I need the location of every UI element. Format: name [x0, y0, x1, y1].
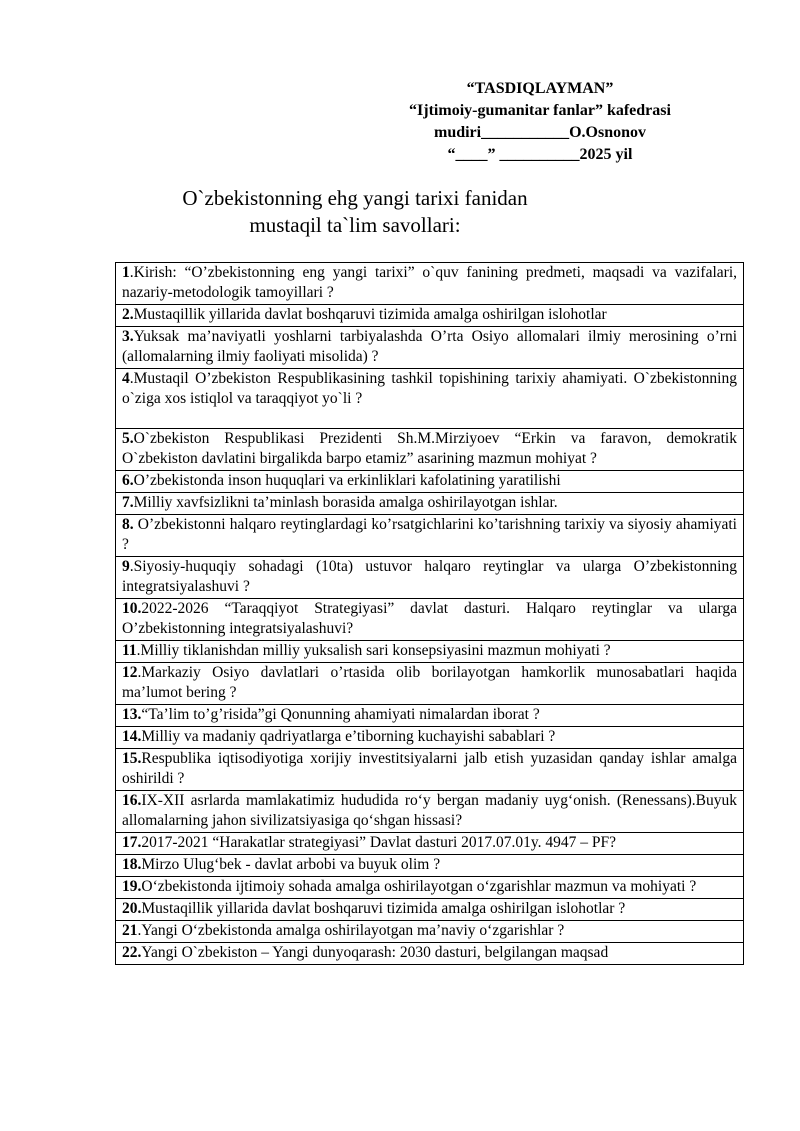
question-cell: [116, 327, 744, 369]
question-text: Respublika iqtisodiyotiga xorijiy investitsiyalarni jalb etish yuzasidan qanday ishlar amalga oshirildi ?: [122, 750, 737, 787]
question-number: 3.: [122, 328, 134, 345]
question-cell: [116, 429, 744, 471]
approval-date: “____” __________2025 yil: [447, 146, 633, 163]
question-cell: [116, 855, 744, 877]
question-row: [116, 899, 744, 921]
question-number: 2.: [122, 306, 134, 323]
question-cell: [116, 305, 744, 327]
question-number: 10.: [122, 600, 142, 617]
question-row: [116, 305, 744, 327]
question-number: 1: [122, 264, 130, 281]
question-row: [116, 877, 744, 899]
question-text: IX-XII asrlarda mamlakatimiz hududida ro‘y bergan madaniy uyg‘onish. (Renessans).Buyuk allomalarning jahon sivilizatsiyasiga qo‘shgan hissasi?: [122, 792, 737, 829]
question-row: [116, 263, 744, 305]
question-text: 2022-2026 “Taraqqiyot Strategiyasi” davlat dasturi. Halqaro reytinglar va ularga O’zbekistonning integratsiyalashuvi?: [122, 600, 737, 637]
question-row: [116, 663, 744, 705]
questions-table: [115, 262, 744, 965]
question-text: Milliy va madaniy qadriyatlarga e’tiborning kuchayishi sabablari ?: [141, 728, 556, 745]
question-cell: [116, 557, 744, 599]
question-row: [116, 749, 744, 791]
question-text: .Siyosiy-huquqiy sohadagi (10ta) ustuvor halqaro reytinglar va ularga O’zbekistonning integratsiyalashuvi ?: [122, 558, 737, 595]
question-text: .Mustaqil O’zbekiston Respublikasining tashkil topishining tarixiy ahamiyati. O`zbekistonning o`ziga xos istiqlol va taraqqiyot yo`li ?: [122, 370, 737, 407]
question-cell: [116, 369, 744, 429]
approval-heading: “TASDIQLAYMAN”: [466, 80, 614, 97]
question-row: [116, 429, 744, 471]
question-row: [116, 471, 744, 493]
approval-block: [380, 78, 700, 166]
question-cell: [116, 877, 744, 899]
question-cell: [116, 833, 744, 855]
question-cell: [116, 471, 744, 493]
question-text: Milliy xavfsizlikni ta’minlash borasida amalga oshirilayotgan ishlar.: [133, 494, 558, 511]
question-row: [116, 791, 744, 833]
question-number: 12: [122, 664, 138, 681]
question-cell: [116, 493, 744, 515]
question-cell: [116, 515, 744, 557]
question-text: O’zbekistonda inson huquqlari va erkinliklari kafolatining yaratilishi: [133, 472, 561, 489]
approval-head-signature: mudiri___________O.Osnonov: [433, 124, 647, 141]
question-row: [116, 855, 744, 877]
question-number: 8.: [122, 516, 134, 533]
question-row: [116, 515, 744, 557]
question-cell: [116, 263, 744, 305]
question-number: 18.: [122, 856, 142, 873]
question-number: 13.: [122, 706, 142, 723]
question-text: .Kirish: “O’zbekistonning eng yangi tarixi” o`quv fanining predmeti, maqsadi va vazifalari, nazariy-metodologik tamoyillari ?: [122, 264, 737, 301]
question-row: [116, 921, 744, 943]
question-row: [116, 599, 744, 641]
question-row: [116, 493, 744, 515]
question-text: .Milliy tiklanishdan milliy yuksalish sari konsepsiyasini mazmun mohiyati ?: [136, 642, 611, 659]
question-number: 5.: [122, 430, 134, 447]
question-cell: [116, 641, 744, 663]
question-text: Mustaqillik yillarida davlat boshqaruvi tizimida amalga oshirilgan islohotlar ?: [141, 900, 626, 917]
question-cell: [116, 705, 744, 727]
question-cell: [116, 899, 744, 921]
question-text: .Yangi O‘zbekistonda amalga oshirilayotgan ma’naviy o‘zgarishlar ?: [137, 922, 565, 939]
question-number: 7.: [122, 494, 134, 511]
question-cell: [116, 791, 744, 833]
question-number: 20.: [122, 900, 142, 917]
question-text: .Markaziy Osiyo davlatlari o’rtasida olib borilayotgan hamkorlik munosabatlari haqida ma’lumot bering ?: [122, 664, 737, 701]
question-text: 2017-2021 “Harakatlar strategiyasi” Davlat dasturi 2017.07.01y. 4947 – PF?: [141, 834, 617, 851]
question-cell: [116, 599, 744, 641]
document-title: [150, 185, 560, 239]
question-cell: [116, 943, 744, 965]
question-number: 19.: [122, 878, 142, 895]
question-cell: [116, 749, 744, 791]
question-number: 15.: [122, 750, 142, 767]
question-row: [116, 705, 744, 727]
question-row: [116, 641, 744, 663]
question-text: “Ta’lim to’g’risida”gi Qonunning ahamiyati nimalardan iborat ?: [141, 706, 540, 723]
question-number: 22.: [122, 944, 142, 961]
question-cell: [116, 921, 744, 943]
question-number: 11: [122, 642, 137, 659]
question-row: [116, 369, 744, 429]
document-title-line-1: O`zbekistonning ehg yangi tarixi fanidan: [182, 186, 528, 210]
question-row: [116, 557, 744, 599]
question-number: 21: [122, 922, 138, 939]
question-row: [116, 943, 744, 965]
question-row: [116, 327, 744, 369]
question-number: 14.: [122, 728, 142, 745]
question-text: O’zbekistonni halqaro reytinglardagi ko’rsatgichlarini ko’tarishning tarixiy va siyosiy ahamiyati ?: [122, 516, 737, 553]
question-text: Mustaqillik yillarida davlat boshqaruvi tizimida amalga oshirilgan islohotlar: [133, 306, 607, 323]
question-number: 9: [122, 558, 130, 575]
question-number: 16.: [122, 792, 142, 809]
document-title-line-2: mustaqil ta`lim savollari:: [249, 213, 461, 237]
question-text: O‘zbekistonda ijtimoiy sohada amalga oshirilayotgan o‘zgarishlar mazmun va mohiyati ?: [141, 878, 697, 895]
question-row: [116, 727, 744, 749]
question-text: Yangi O`zbekiston – Yangi dunyoqarash: 2030 dasturi, belgilangan maqsad: [141, 944, 609, 961]
question-text: Yuksak ma’naviyatli yoshlarni tarbiyalashda O’rta Osiyo allomalari ilmiy merosining o’rni (allomalarning ilmiy faoliyati misolida) ?: [122, 328, 737, 365]
question-row: [116, 833, 744, 855]
question-number: 6.: [122, 472, 134, 489]
question-cell: [116, 663, 744, 705]
approval-department: “Ijtimoiy-gumanitar fanlar” kafedrasi: [409, 102, 671, 119]
question-text: Mirzo Ulug‘bek - davlat arbobi va buyuk olim ?: [141, 856, 441, 873]
question-number: 17.: [122, 834, 142, 851]
question-number: 4: [122, 370, 130, 387]
question-text: O`zbekiston Respublikasi Prezidenti Sh.M.Mirziyoev “Erkin va faravon, demokratik O`zbekiston davlatini birgalikda barpo etamiz” asarining mazmun mohiyat ?: [122, 430, 737, 467]
question-cell: [116, 727, 744, 749]
questions-table-body: [116, 263, 744, 965]
